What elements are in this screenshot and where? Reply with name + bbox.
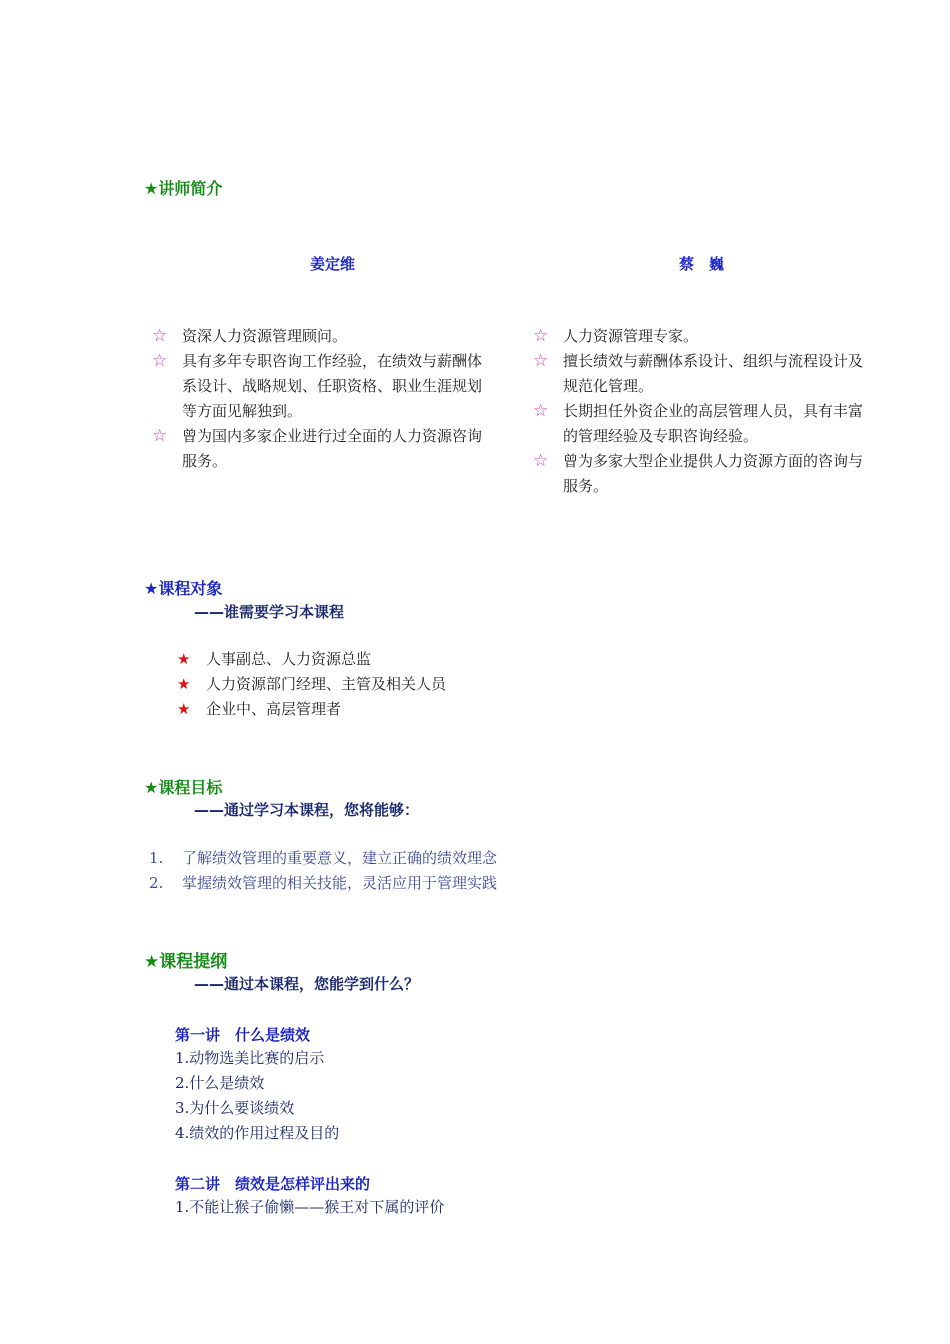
hollow-star-icon: ☆ (533, 401, 549, 421)
instructor-name-right: 蔡 巍 (679, 255, 725, 273)
section-heading-instructors: ★讲师简介 (144, 179, 223, 198)
section-subheading-outline: ——通过本课程，您能学到什么？ (194, 975, 420, 993)
hollow-star-icon: ☆ (533, 351, 549, 371)
hollow-star-icon: ☆ (152, 351, 168, 371)
hollow-star-icon: ☆ (152, 426, 168, 446)
list-item: 1. 了解绩效管理的重要意义，建立正确的绩效理念 (149, 849, 498, 867)
hollow-star-icon: ☆ (152, 326, 168, 346)
section-heading-audience: ★课程对象 (144, 579, 223, 598)
bio-item: ☆ 具有多年专职咨询工作经验，在绩效与薪酬体系设计、战略规划、任职资格、职业生涯规划等方面见解独到。 (152, 351, 483, 420)
lecture-items (175, 1046, 339, 1146)
list-item: 1.不能让猴子偷懒——猴王对下属的评价 (175, 1198, 445, 1216)
section-heading-objectives: ★课程目标 (144, 778, 223, 797)
list-item: 4.绩效的作用过程及目的 (175, 1124, 340, 1142)
instructor-bio-right (533, 324, 873, 499)
red-star-icon: ★ (177, 700, 191, 718)
section-subheading-audience: ——谁需要学习本课程 (194, 603, 345, 621)
bio-item: ☆ 擅长绩效与薪酬体系设计、组织与流程设计及规范化管理。 (533, 351, 864, 395)
lecture-title: 第一讲 什么是绩效 (175, 1026, 311, 1044)
lecture-items (175, 1195, 444, 1220)
hollow-star-icon: ☆ (533, 326, 549, 346)
instructor-bio-left (152, 324, 492, 474)
list-item: 3.为什么要谈绩效 (175, 1099, 295, 1117)
hollow-star-icon: ☆ (533, 451, 549, 471)
bio-item: ☆ 资深人力资源管理顾问。 (152, 324, 492, 349)
list-item: ★ 人事副总、人力资源总监 (177, 647, 446, 672)
bio-item: ☆ 曾为国内多家企业进行过全面的人力资源咨询服务。 (152, 426, 483, 470)
instructor-name-left: 姜定维 (310, 255, 356, 273)
bio-item: ☆ 长期担任外资企业的高层管理人员，具有丰富的管理经验及专职咨询经验。 (533, 401, 864, 445)
section-subheading-objectives: ——通过学习本课程，您将能够： (194, 801, 420, 819)
list-item: 2. 掌握绩效管理的相关技能，灵活应用于管理实践 (149, 874, 498, 892)
audience-list (177, 647, 446, 722)
lecture-title: 第二讲 绩效是怎样评出来的 (175, 1175, 371, 1193)
bio-item: ☆ 人力资源管理专家。 (533, 324, 873, 349)
objectives-list (149, 846, 497, 896)
red-star-icon: ★ (177, 675, 191, 693)
red-star-icon: ★ (177, 650, 191, 668)
section-heading-outline: ★课程提纲 (144, 952, 228, 972)
list-item: ★ 人力资源部门经理、主管及相关人员 (177, 672, 446, 697)
list-item: 2.什么是绩效 (175, 1074, 265, 1092)
bio-item: ☆ 曾为多家大型企业提供人力资源方面的咨询与服务。 (533, 451, 864, 495)
list-item: 1.动物选美比赛的启示 (175, 1049, 325, 1067)
list-item: ★ 企业中、高层管理者 (177, 697, 446, 722)
